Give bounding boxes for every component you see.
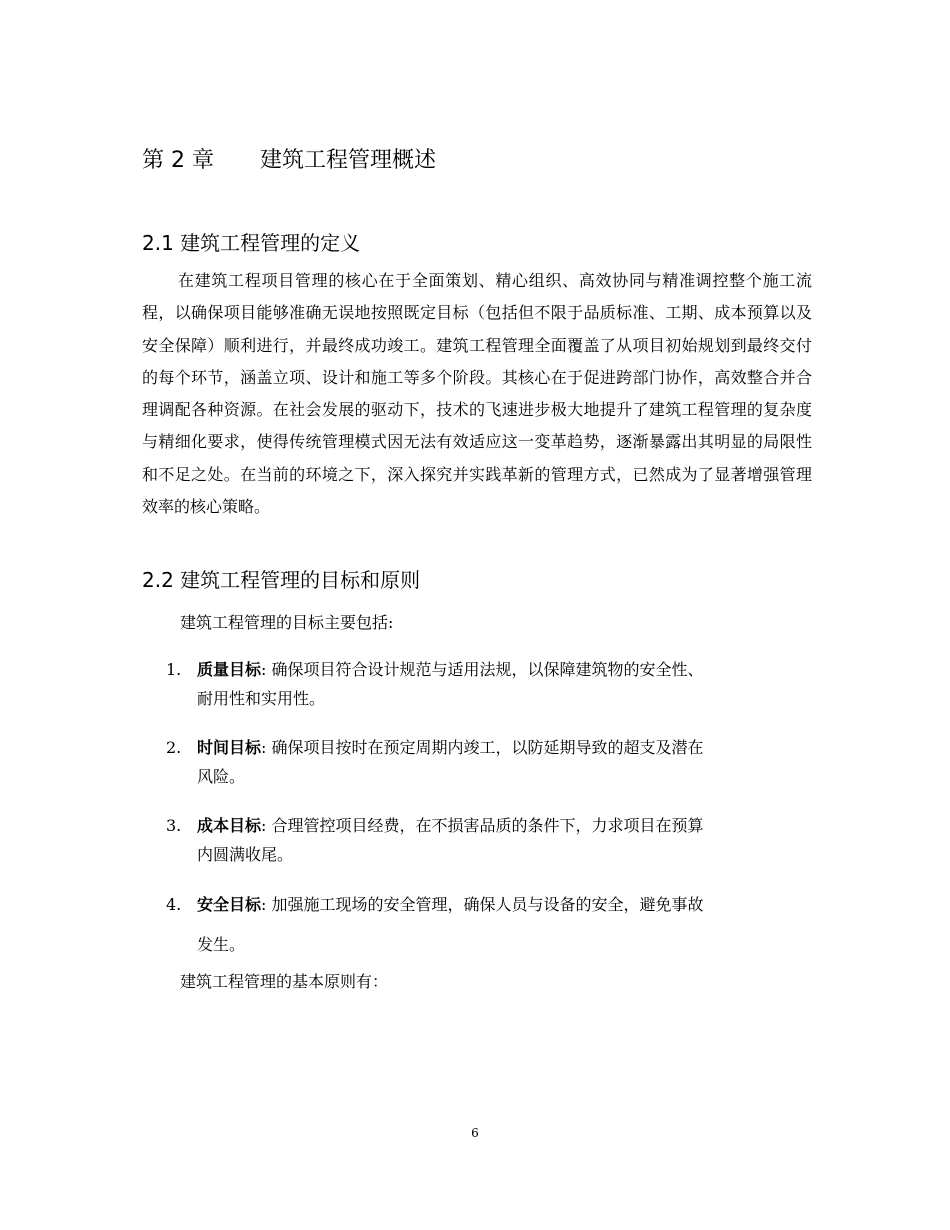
list-text: 加强施工现场的安全管理，确保人员与设备的安全，避免事故 <box>271 895 704 914</box>
list-marker: 2. <box>166 738 182 757</box>
list-colon: : <box>261 816 267 835</box>
list-text: 确保项目按时在预定周期内竣工，以防延期导致的超支及潜在 <box>271 738 704 757</box>
list-marker: 1. <box>166 660 182 679</box>
chapter-number: 第 2 章 <box>142 148 214 173</box>
list-text-cont: 风险。 <box>197 767 246 786</box>
list-text: 确保项目符合设计规范与适用法规，以保障建筑物的安全性、 <box>271 660 704 679</box>
definition-paragraph: 在建筑工程项目管理的核心在于全面策划、精心组织、高效协同与精准调控整个施工流程，以确保项目能够准确无误地按照既定目标（包括但不限于品质标准、工期、成本预算以及安全保障）顺利进行，并最终成功竣工。建筑工程管理全面覆盖了从项目初始规划到最终交付的每个环节，涵盖立项、设计和施工等多个阶段。其核心在于促进跨部门协作，高效整合并合理调配各种资源。在社会发展的驱动下，技术的飞速进步极大地提升了建筑工程管理的复杂度与精细化要求，使得传统管理模式因无法有效适应这一变革趋势，逐渐暴露出其明显的局限性和不足之处。在当前的环境之下，深入探究并实践革新的管理方式，已然成为了显著增强管理效率的核心策略。 <box>142 271 812 517</box>
list-item <box>166 885 806 965</box>
list-term: 质量目标 <box>197 660 262 679</box>
list-colon: : <box>261 738 267 757</box>
list-term: 安全目标 <box>197 895 262 914</box>
list-term: 成本目标 <box>197 816 262 835</box>
list-marker: 3. <box>166 816 182 835</box>
list-marker: 4. <box>166 895 182 914</box>
list-text-cont: 发生。 <box>197 935 246 954</box>
section-heading-2-1: 2.1 建筑工程管理的定义 <box>142 231 361 255</box>
list-text: 合理管控项目经费，在不损害品质的条件下，力求项目在预算 <box>271 816 704 835</box>
chapter-name: 建筑工程管理概述 <box>260 148 437 173</box>
list-item <box>166 811 806 869</box>
list-item <box>166 733 806 791</box>
goals-intro: 建筑工程管理的目标主要包括: <box>180 613 394 632</box>
list-text-cont: 耐用性和实用性。 <box>197 689 326 708</box>
list-colon: : <box>261 895 267 914</box>
principles-intro: 建筑工程管理的基本原则有： <box>180 972 389 991</box>
page-number: 6 <box>471 1126 479 1140</box>
section-heading-2-2: 2.2 建筑工程管理的目标和原则 <box>142 568 421 592</box>
list-item <box>166 655 806 713</box>
chapter-title <box>142 146 436 176</box>
list-text-cont: 内圆满收尾。 <box>197 845 294 864</box>
list-colon: : <box>261 660 267 679</box>
list-term: 时间目标 <box>197 738 262 757</box>
